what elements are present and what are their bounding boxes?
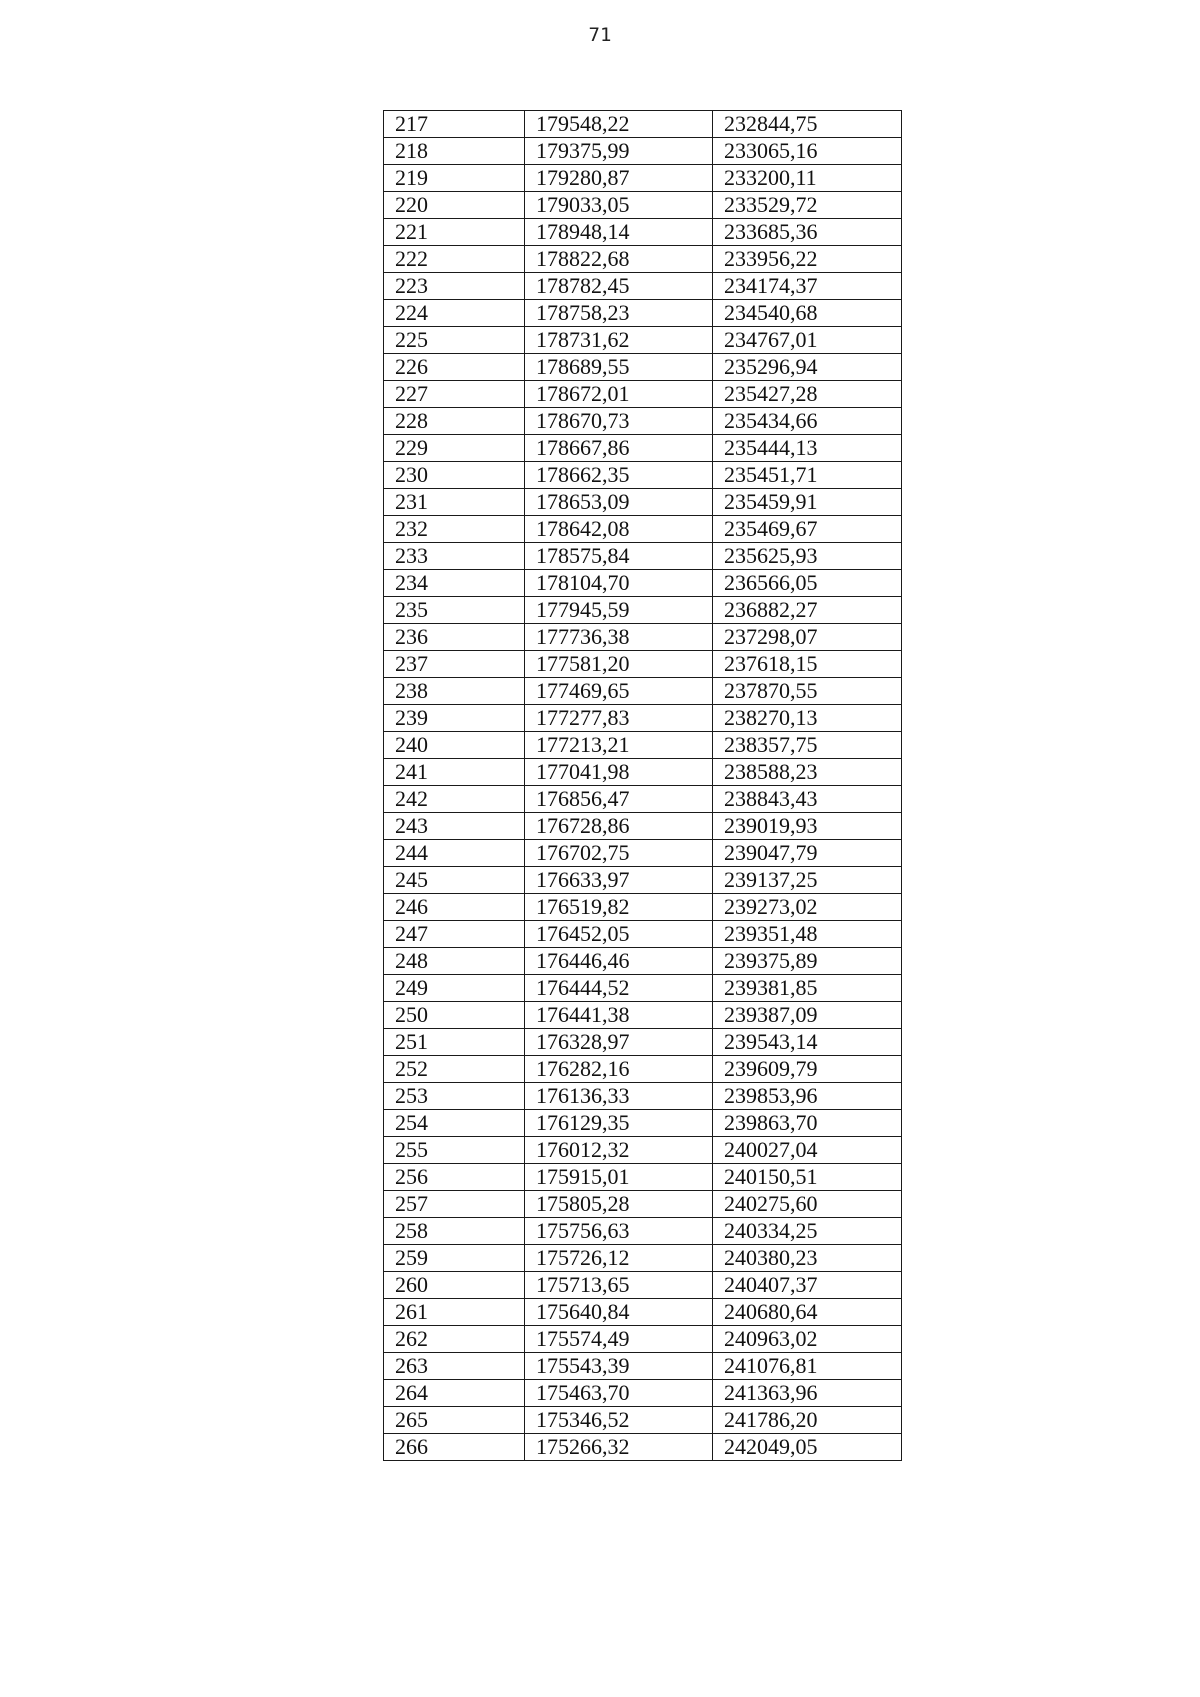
x-coordinate-cell: 176519,82 [525,894,713,921]
y-coordinate-cell: 235469,67 [713,516,902,543]
x-coordinate-cell: 178642,08 [525,516,713,543]
point-number-cell: 246 [384,894,525,921]
table-row [384,840,902,867]
x-coordinate-cell: 178822,68 [525,246,713,273]
table-row [384,921,902,948]
point-number-cell: 264 [384,1380,525,1407]
y-coordinate-cell: 237298,07 [713,624,902,651]
table-row [384,1380,902,1407]
point-number-cell: 252 [384,1056,525,1083]
table-row [384,1029,902,1056]
y-coordinate-cell: 234174,37 [713,273,902,300]
point-number-cell: 222 [384,246,525,273]
point-number-cell: 259 [384,1245,525,1272]
table-row [384,300,902,327]
point-number-cell: 242 [384,786,525,813]
point-number-cell: 220 [384,192,525,219]
table-row [384,678,902,705]
table-row [384,975,902,1002]
point-number-cell: 257 [384,1191,525,1218]
x-coordinate-cell: 177469,65 [525,678,713,705]
point-number-cell: 235 [384,597,525,624]
x-coordinate-cell: 175756,63 [525,1218,713,1245]
x-coordinate-cell: 175915,01 [525,1164,713,1191]
y-coordinate-cell: 236882,27 [713,597,902,624]
point-number-cell: 227 [384,381,525,408]
y-coordinate-cell: 233956,22 [713,246,902,273]
point-number-cell: 232 [384,516,525,543]
y-coordinate-cell: 240275,60 [713,1191,902,1218]
x-coordinate-cell: 176129,35 [525,1110,713,1137]
y-coordinate-cell: 239863,70 [713,1110,902,1137]
point-number-cell: 221 [384,219,525,246]
point-number-cell: 234 [384,570,525,597]
table-row [384,1434,902,1461]
point-number-cell: 240 [384,732,525,759]
x-coordinate-cell: 175266,32 [525,1434,713,1461]
y-coordinate-cell: 239273,02 [713,894,902,921]
point-number-cell: 230 [384,462,525,489]
table-row [384,624,902,651]
y-coordinate-cell: 234540,68 [713,300,902,327]
x-coordinate-cell: 178731,62 [525,327,713,354]
y-coordinate-cell: 240380,23 [713,1245,902,1272]
point-number-cell: 254 [384,1110,525,1137]
point-number-cell: 233 [384,543,525,570]
y-coordinate-cell: 240150,51 [713,1164,902,1191]
table-row [384,273,902,300]
point-number-cell: 243 [384,813,525,840]
y-coordinate-cell: 238843,43 [713,786,902,813]
y-coordinate-cell: 239387,09 [713,1002,902,1029]
x-coordinate-cell: 178653,09 [525,489,713,516]
table-row [384,1002,902,1029]
point-number-cell: 231 [384,489,525,516]
x-coordinate-cell: 175346,52 [525,1407,713,1434]
table-row [384,1407,902,1434]
x-coordinate-cell: 177581,20 [525,651,713,678]
table-row [384,408,902,435]
table-row [384,1083,902,1110]
y-coordinate-cell: 235451,71 [713,462,902,489]
x-coordinate-cell: 178689,55 [525,354,713,381]
x-coordinate-cell: 178758,23 [525,300,713,327]
y-coordinate-cell: 239543,14 [713,1029,902,1056]
x-coordinate-cell: 179033,05 [525,192,713,219]
y-coordinate-cell: 239019,93 [713,813,902,840]
point-number-cell: 263 [384,1353,525,1380]
x-coordinate-cell: 177736,38 [525,624,713,651]
point-number-cell: 250 [384,1002,525,1029]
x-coordinate-cell: 175543,39 [525,1353,713,1380]
point-number-cell: 225 [384,327,525,354]
table-row [384,1353,902,1380]
coordinates-table-body [384,111,902,1461]
table-row [384,732,902,759]
y-coordinate-cell: 235434,66 [713,408,902,435]
y-coordinate-cell: 239351,48 [713,921,902,948]
y-coordinate-cell: 241076,81 [713,1353,902,1380]
point-number-cell: 255 [384,1137,525,1164]
x-coordinate-cell: 176702,75 [525,840,713,867]
y-coordinate-cell: 234767,01 [713,327,902,354]
y-coordinate-cell: 242049,05 [713,1434,902,1461]
point-number-cell: 247 [384,921,525,948]
table-row [384,597,902,624]
point-number-cell: 229 [384,435,525,462]
x-coordinate-cell: 176136,33 [525,1083,713,1110]
point-number-cell: 219 [384,165,525,192]
table-row [384,1056,902,1083]
x-coordinate-cell: 177213,21 [525,732,713,759]
x-coordinate-cell: 178672,01 [525,381,713,408]
table-row [384,1110,902,1137]
table-row [384,192,902,219]
x-coordinate-cell: 178662,35 [525,462,713,489]
point-number-cell: 251 [384,1029,525,1056]
table-row [384,759,902,786]
y-coordinate-cell: 235444,13 [713,435,902,462]
x-coordinate-cell: 175574,49 [525,1326,713,1353]
table-row [384,1326,902,1353]
table-row [384,1218,902,1245]
table-row [384,1164,902,1191]
x-coordinate-cell: 177945,59 [525,597,713,624]
x-coordinate-cell: 176282,16 [525,1056,713,1083]
y-coordinate-cell: 240334,25 [713,1218,902,1245]
table-row [384,813,902,840]
table-row [384,894,902,921]
x-coordinate-cell: 176444,52 [525,975,713,1002]
point-number-cell: 265 [384,1407,525,1434]
point-number-cell: 245 [384,867,525,894]
y-coordinate-cell: 232844,75 [713,111,902,138]
x-coordinate-cell: 176012,32 [525,1137,713,1164]
x-coordinate-cell: 176446,46 [525,948,713,975]
y-coordinate-cell: 241786,20 [713,1407,902,1434]
x-coordinate-cell: 177041,98 [525,759,713,786]
y-coordinate-cell: 240027,04 [713,1137,902,1164]
x-coordinate-cell: 179548,22 [525,111,713,138]
point-number-cell: 241 [384,759,525,786]
x-coordinate-cell: 176633,97 [525,867,713,894]
table-row [384,1272,902,1299]
point-number-cell: 249 [384,975,525,1002]
point-number-cell: 258 [384,1218,525,1245]
y-coordinate-cell: 235296,94 [713,354,902,381]
point-number-cell: 262 [384,1326,525,1353]
y-coordinate-cell: 235625,93 [713,543,902,570]
y-coordinate-cell: 233065,16 [713,138,902,165]
table-row [384,651,902,678]
x-coordinate-cell: 179375,99 [525,138,713,165]
point-number-cell: 218 [384,138,525,165]
y-coordinate-cell: 240680,64 [713,1299,902,1326]
y-coordinate-cell: 239609,79 [713,1056,902,1083]
y-coordinate-cell: 240407,37 [713,1272,902,1299]
point-number-cell: 237 [384,651,525,678]
table-row [384,786,902,813]
table-row [384,570,902,597]
point-number-cell: 226 [384,354,525,381]
x-coordinate-cell: 176441,38 [525,1002,713,1029]
point-number-cell: 244 [384,840,525,867]
coordinates-table [383,110,902,1461]
y-coordinate-cell: 239375,89 [713,948,902,975]
x-coordinate-cell: 178104,70 [525,570,713,597]
x-coordinate-cell: 175726,12 [525,1245,713,1272]
table-row [384,165,902,192]
x-coordinate-cell: 175640,84 [525,1299,713,1326]
x-coordinate-cell: 178670,73 [525,408,713,435]
x-coordinate-cell: 178948,14 [525,219,713,246]
table-row [384,246,902,273]
y-coordinate-cell: 233685,36 [713,219,902,246]
table-row [384,354,902,381]
x-coordinate-cell: 176856,47 [525,786,713,813]
point-number-cell: 253 [384,1083,525,1110]
table-row [384,1299,902,1326]
y-coordinate-cell: 240963,02 [713,1326,902,1353]
y-coordinate-cell: 238357,75 [713,732,902,759]
table-row [384,381,902,408]
y-coordinate-cell: 239853,96 [713,1083,902,1110]
table-row [384,138,902,165]
table-row [384,327,902,354]
point-number-cell: 239 [384,705,525,732]
point-number-cell: 260 [384,1272,525,1299]
table-row [384,705,902,732]
table-row [384,948,902,975]
y-coordinate-cell: 241363,96 [713,1380,902,1407]
x-coordinate-cell: 176452,05 [525,921,713,948]
table-row [384,1245,902,1272]
y-coordinate-cell: 238588,23 [713,759,902,786]
table-row [384,867,902,894]
y-coordinate-cell: 239381,85 [713,975,902,1002]
x-coordinate-cell: 177277,83 [525,705,713,732]
table-row [384,111,902,138]
x-coordinate-cell: 178782,45 [525,273,713,300]
x-coordinate-cell: 179280,87 [525,165,713,192]
table-row [384,489,902,516]
x-coordinate-cell: 178667,86 [525,435,713,462]
point-number-cell: 217 [384,111,525,138]
x-coordinate-cell: 175463,70 [525,1380,713,1407]
point-number-cell: 238 [384,678,525,705]
point-number-cell: 224 [384,300,525,327]
point-number-cell: 228 [384,408,525,435]
point-number-cell: 236 [384,624,525,651]
table-row [384,219,902,246]
point-number-cell: 256 [384,1164,525,1191]
page-number: 71 [588,24,612,46]
y-coordinate-cell: 235459,91 [713,489,902,516]
table-row [384,516,902,543]
x-coordinate-cell: 178575,84 [525,543,713,570]
table-row [384,435,902,462]
point-number-cell: 266 [384,1434,525,1461]
table-row [384,543,902,570]
point-number-cell: 261 [384,1299,525,1326]
y-coordinate-cell: 239137,25 [713,867,902,894]
x-coordinate-cell: 176728,86 [525,813,713,840]
y-coordinate-cell: 233529,72 [713,192,902,219]
y-coordinate-cell: 237870,55 [713,678,902,705]
x-coordinate-cell: 175713,65 [525,1272,713,1299]
y-coordinate-cell: 237618,15 [713,651,902,678]
table-row [384,462,902,489]
y-coordinate-cell: 238270,13 [713,705,902,732]
point-number-cell: 223 [384,273,525,300]
x-coordinate-cell: 175805,28 [525,1191,713,1218]
y-coordinate-cell: 235427,28 [713,381,902,408]
y-coordinate-cell: 236566,05 [713,570,902,597]
table-row [384,1191,902,1218]
y-coordinate-cell: 233200,11 [713,165,902,192]
y-coordinate-cell: 239047,79 [713,840,902,867]
point-number-cell: 248 [384,948,525,975]
x-coordinate-cell: 176328,97 [525,1029,713,1056]
table-row [384,1137,902,1164]
